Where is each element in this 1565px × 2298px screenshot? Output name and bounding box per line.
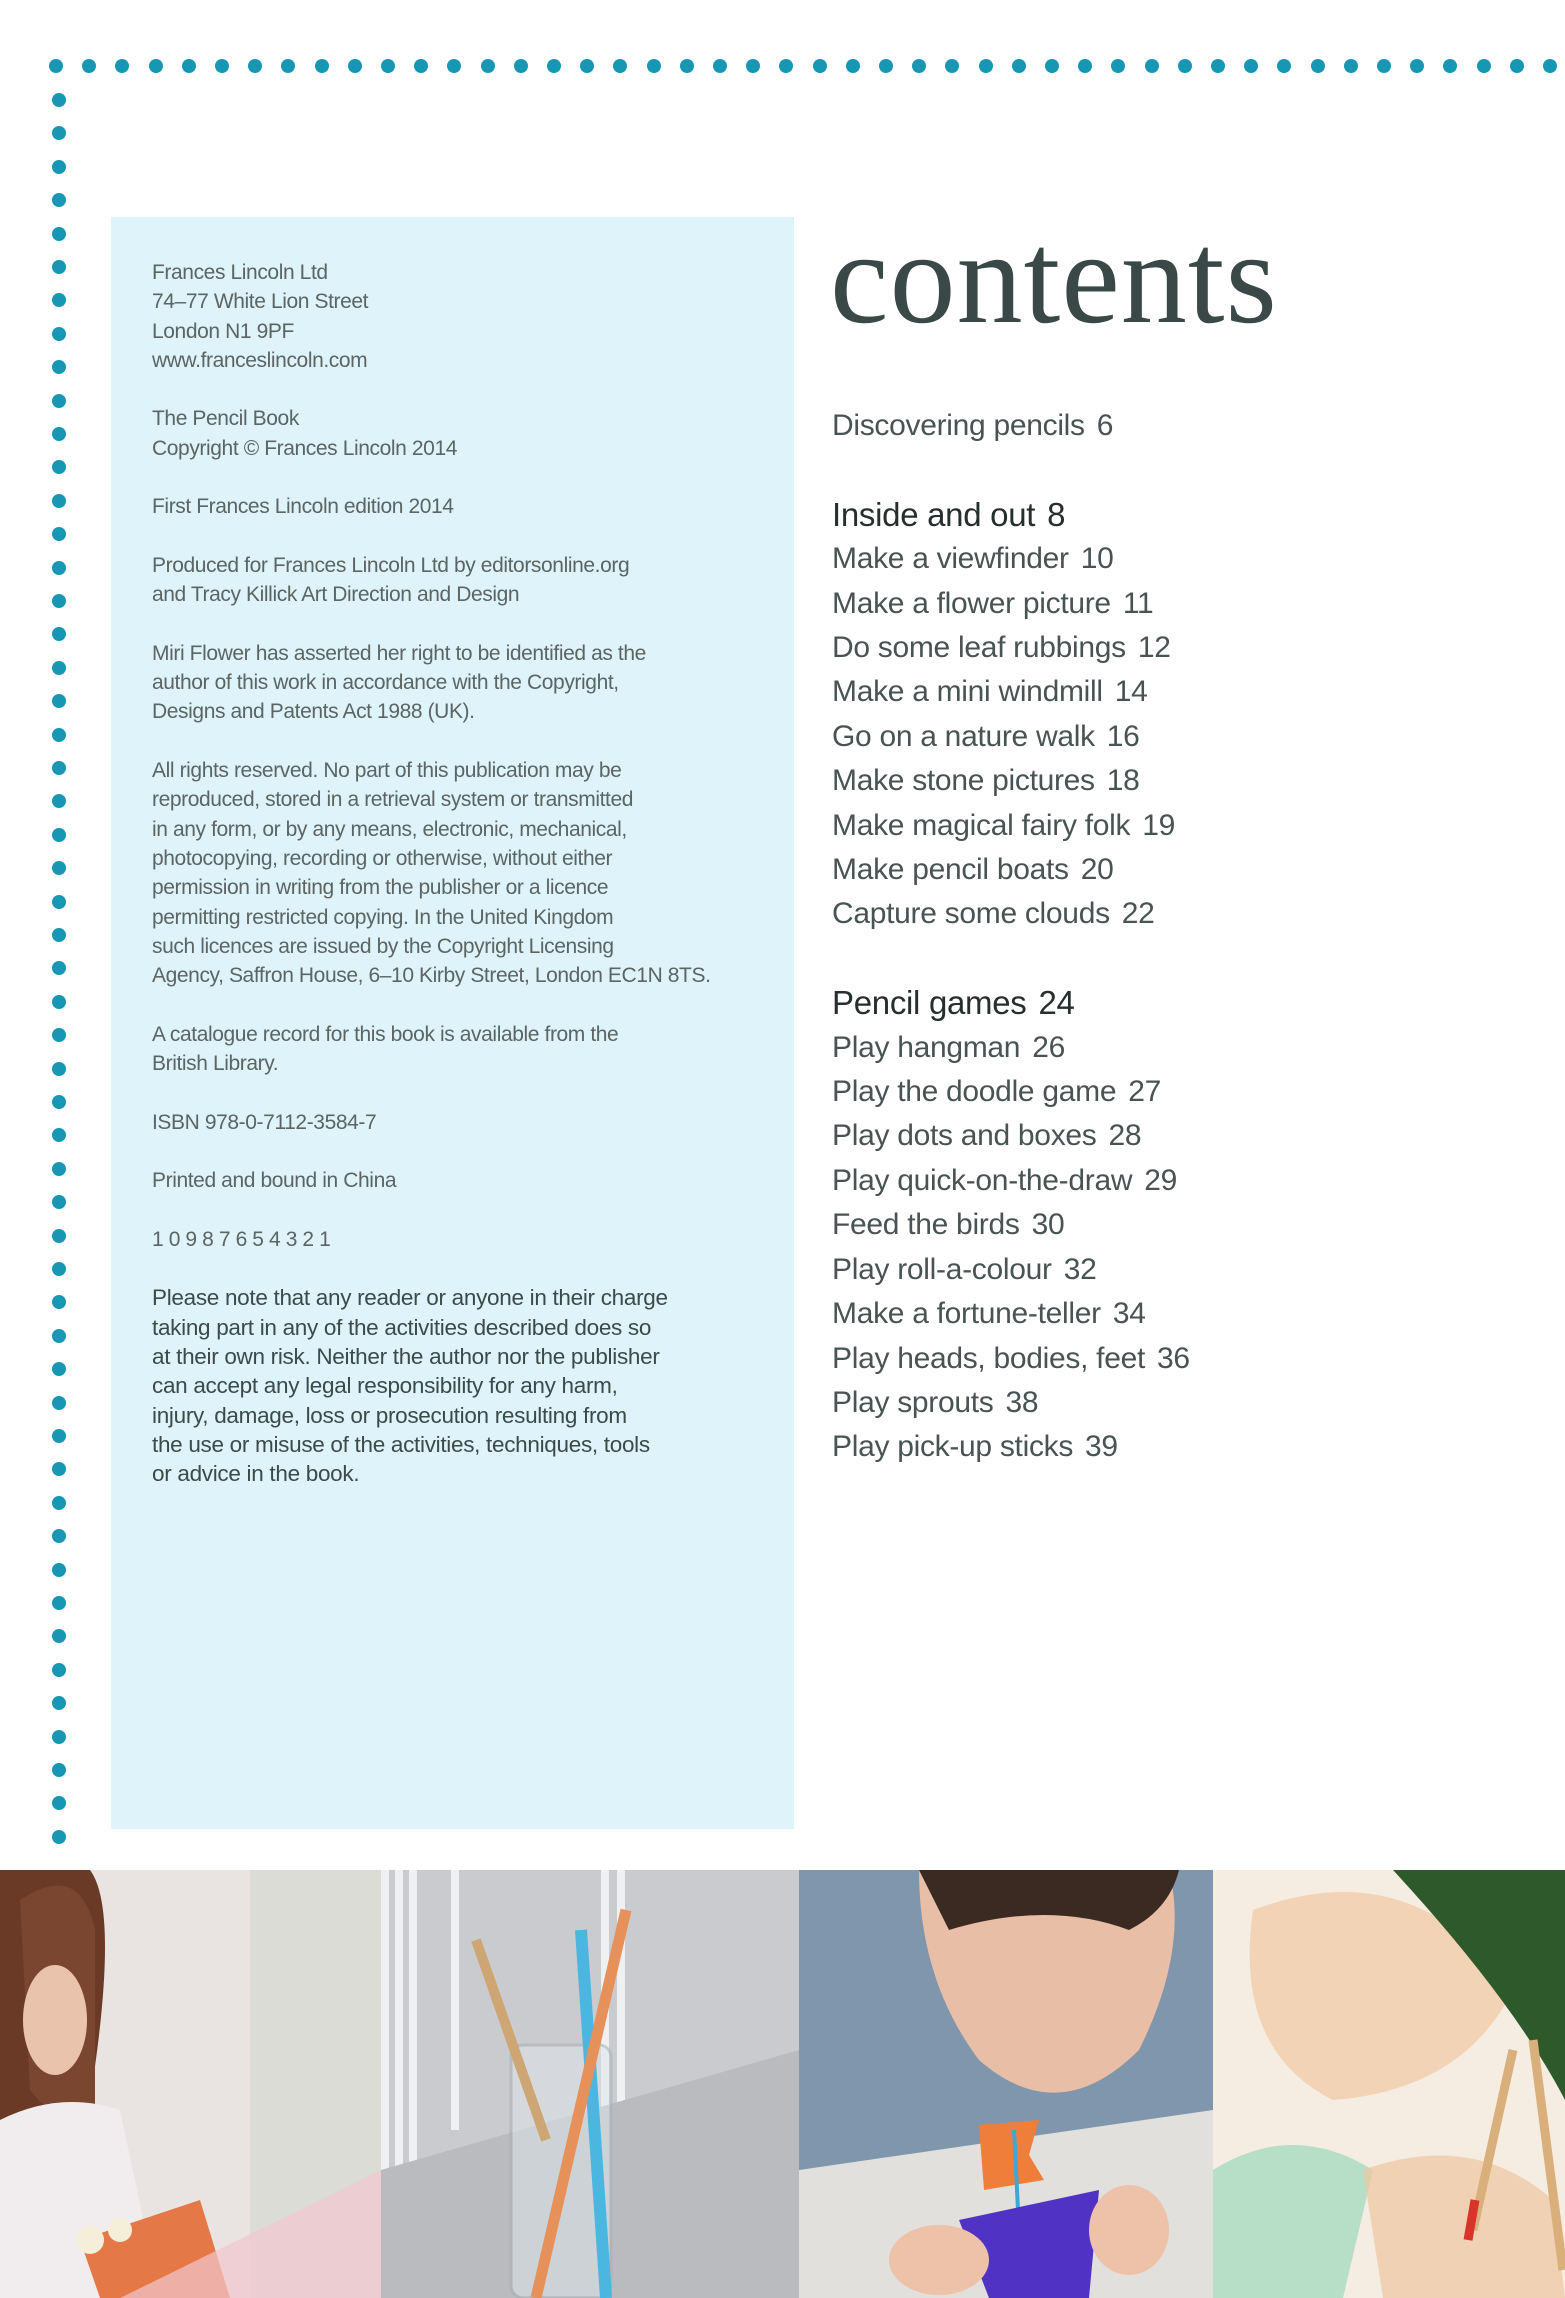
toc-entry-label: Play quick-on-the-draw: [832, 1163, 1133, 1197]
toc-page-number: 32: [1063, 1252, 1097, 1286]
border-dot: [52, 961, 66, 975]
border-dot: [52, 1496, 66, 1510]
imprint-line: Designs and Patents Act 1988 (UK).: [152, 700, 475, 724]
toc-page-number: 26: [1032, 1030, 1065, 1064]
toc-entry-label: Make a mini windmill: [832, 675, 1103, 709]
border-dot: [215, 59, 229, 73]
imprint-line: in any form, or by any means, electronic, mechanical,: [152, 817, 627, 841]
border-dot: [1211, 59, 1225, 73]
imprint-line: 1 0 9 8 7 6 5 4 3 2 1: [152, 1227, 331, 1251]
border-dot: [52, 794, 66, 808]
toc-entry-label: Play the doodle game: [832, 1075, 1117, 1109]
toc-entry-label: Feed the birds: [832, 1208, 1020, 1242]
toc-page-number: 22: [1121, 897, 1155, 931]
border-dot: [52, 227, 66, 241]
border-dot: [52, 1095, 66, 1109]
imprint-line: A catalogue record for this book is available from the: [152, 1022, 619, 1046]
border-dot: [52, 1329, 66, 1343]
border-dot: [52, 327, 66, 341]
toc-page-number: 10: [1080, 542, 1114, 576]
imprint-line: ISBN 978-0-7112-3584-7: [152, 1110, 377, 1134]
border-dot: [52, 1362, 66, 1376]
border-dot: [52, 494, 66, 508]
border-dot: [52, 1796, 66, 1810]
border-dot: [52, 1730, 66, 1744]
border-dot: [879, 59, 893, 73]
border-dot: [52, 895, 66, 909]
toc-entry-label: Make a flower picture: [832, 586, 1111, 620]
toc-page-number: 18: [1106, 764, 1140, 798]
imprint-text: [152, 258, 782, 1518]
imprint-line: www.franceslincoln.com: [152, 348, 368, 372]
imprint-line: the use or misuse of the activities, techniques, tools: [152, 1431, 650, 1457]
toc-entry[interactable]: [832, 1292, 1190, 1336]
border-dot: [481, 59, 495, 73]
border-dot: [1145, 59, 1159, 73]
border-dot: [1311, 59, 1325, 73]
border-dot: [52, 93, 66, 107]
imprint-paragraph: [152, 258, 782, 375]
border-dot: [414, 59, 428, 73]
border-dot: [52, 427, 66, 441]
border-dot: [52, 1763, 66, 1777]
toc-entry-label: Inside and out: [832, 495, 1036, 533]
border-dot: [348, 59, 362, 73]
border-dot: [1443, 59, 1457, 73]
photo-boy-pencil-boat: [799, 1870, 1213, 2298]
border-dot: [52, 694, 66, 708]
border-dot: [182, 59, 196, 73]
border-dot: [713, 59, 727, 73]
toc-entry[interactable]: [832, 1114, 1190, 1158]
imprint-line: The Pencil Book: [152, 407, 299, 431]
toc-entry[interactable]: [832, 1203, 1190, 1247]
border-dot: [52, 1229, 66, 1243]
toc-entry-label: Make stone pictures: [832, 764, 1095, 798]
border-dot: [52, 1162, 66, 1176]
toc-entry-label: Make pencil boats: [832, 853, 1069, 887]
toc-page-number: 8: [1047, 495, 1066, 533]
toc-entry-label: Go on a nature walk: [832, 719, 1095, 753]
toc-entry-label: Make magical fairy folk: [832, 808, 1131, 842]
imprint-paragraph: [152, 639, 782, 727]
imprint-line: British Library.: [152, 1052, 279, 1076]
border-dot: [52, 1629, 66, 1643]
border-dot: [1477, 59, 1491, 73]
toc-entry-label: Make a fortune-teller: [832, 1297, 1101, 1331]
toc-section-heading[interactable]: [832, 493, 1190, 537]
border-dot: [1344, 59, 1358, 73]
toc-section-heading[interactable]: [832, 981, 1190, 1025]
imprint-line: Produced for Frances Lincoln Ltd by editorsonline.org: [152, 553, 630, 577]
border-dot: [52, 1663, 66, 1677]
border-dot: [945, 59, 959, 73]
border-dot: [52, 1195, 66, 1209]
toc-entry-label: Do some leaf rubbings: [832, 631, 1126, 665]
toc-entry[interactable]: [832, 1425, 1190, 1469]
imprint-paragraph: [152, 1166, 782, 1195]
border-dot: [52, 828, 66, 842]
border-dot: [52, 1830, 66, 1844]
border-dot: [281, 59, 295, 73]
toc-page-number: 28: [1108, 1119, 1142, 1153]
imprint-paragraph: [152, 404, 782, 463]
border-dot: [52, 1596, 66, 1610]
imprint-line: Copyright © Frances Lincoln 2014: [152, 436, 458, 460]
toc-page-number: 11: [1122, 586, 1154, 620]
imprint-paragraph: [152, 1020, 782, 1079]
border-dot: [52, 928, 66, 942]
border-dot: [52, 160, 66, 174]
border-dot: [82, 59, 96, 73]
border-dot: [52, 861, 66, 875]
page-title: contents: [830, 204, 1278, 351]
border-dot: [52, 126, 66, 140]
toc-entry[interactable]: [832, 1381, 1190, 1425]
border-dot: [52, 995, 66, 1009]
border-dot: [779, 59, 793, 73]
toc-page-number: 38: [1005, 1385, 1039, 1419]
toc-page-number: 19: [1142, 808, 1175, 842]
toc-entry[interactable]: [832, 892, 1190, 936]
toc-entry[interactable]: [832, 1337, 1190, 1381]
toc-entry[interactable]: [832, 670, 1190, 714]
border-dot: [52, 260, 66, 274]
toc-page-number: 27: [1128, 1075, 1161, 1109]
border-dot: [49, 59, 63, 73]
toc-entry-label: Play dots and boxes: [832, 1119, 1097, 1153]
photo-pencils-in-jar: [381, 1870, 799, 2298]
toc-entry[interactable]: [832, 1159, 1190, 1203]
imprint-line: Frances Lincoln Ltd: [152, 261, 328, 284]
border-dot: [52, 1696, 66, 1710]
toc-entry[interactable]: [832, 537, 1190, 581]
border-dot: [52, 561, 66, 575]
imprint-line: All rights reserved. No part of this publication may be: [152, 759, 622, 783]
border-dot: [315, 59, 329, 73]
border-dot: [613, 59, 627, 73]
toc-entry[interactable]: [832, 715, 1190, 759]
toc-page-number: 29: [1144, 1163, 1177, 1197]
border-dot: [52, 761, 66, 775]
table-of-contents: [832, 404, 1190, 1470]
border-dot: [52, 394, 66, 408]
imprint-line: or advice in the book.: [152, 1461, 360, 1487]
border-dot: [52, 594, 66, 608]
toc-entry[interactable]: [832, 1248, 1190, 1292]
imprint-paragraph: [152, 492, 782, 521]
border-dot: [1111, 59, 1125, 73]
border-dot: [52, 1295, 66, 1309]
toc-page-number: 39: [1085, 1430, 1118, 1464]
toc-entry-label: Capture some clouds: [832, 897, 1110, 931]
border-dot: [52, 661, 66, 675]
border-dot: [149, 59, 163, 73]
photo-pencil-drawing: [1213, 1870, 1565, 2298]
imprint-paragraph: [152, 1225, 782, 1254]
toc-entry[interactable]: [832, 404, 1190, 448]
toc-page-number: 30: [1031, 1208, 1065, 1242]
imprint-line: photocopying, recording or otherwise, without either: [152, 846, 613, 870]
imprint-line: permission in writing from the publisher or a licence: [152, 876, 609, 900]
border-dot: [248, 59, 262, 73]
imprint-paragraph: [152, 756, 782, 990]
border-dot: [52, 293, 66, 307]
toc-entry-label: Pencil games: [832, 984, 1027, 1022]
border-dot: [1244, 59, 1258, 73]
border-dot: [52, 1128, 66, 1142]
border-dot: [912, 59, 926, 73]
toc-entry-label: Make a viewfinder: [832, 542, 1069, 576]
safety-note: [152, 1283, 782, 1488]
imprint-line: can accept any legal responsibility for any harm,: [152, 1373, 618, 1399]
imprint-line: Printed and bound in China: [152, 1169, 397, 1193]
toc-entry[interactable]: [832, 848, 1190, 892]
imprint-line: taking part in any of the activities described does so: [152, 1314, 652, 1340]
border-dot: [52, 527, 66, 541]
border-dot: [115, 59, 129, 73]
toc-entry-label: Play pick-up sticks: [832, 1430, 1074, 1464]
border-dot: [1277, 59, 1291, 73]
border-dot: [647, 59, 661, 73]
imprint-line: and Tracy Killick Art Direction and Design: [152, 583, 520, 607]
toc-entry[interactable]: [832, 1070, 1190, 1114]
border-dot: [1543, 59, 1557, 73]
toc-entry-label: Play heads, bodies, feet: [832, 1341, 1146, 1375]
toc-page-number: 36: [1157, 1341, 1190, 1375]
imprint-paragraph: [152, 1108, 782, 1137]
border-dot: [52, 728, 66, 742]
imprint-line: such licences are issued by the Copyright Licensing: [152, 934, 614, 958]
imprint-line: 74–77 White Lion Street: [152, 290, 369, 314]
border-dot: [1410, 59, 1424, 73]
imprint-line: First Frances Lincoln edition 2014: [152, 495, 454, 519]
border-dot: [52, 1563, 66, 1577]
border-dot: [514, 59, 528, 73]
photo-girl-crafting: [0, 1870, 381, 2298]
border-dot: [1377, 59, 1391, 73]
border-dot: [746, 59, 760, 73]
toc-entry[interactable]: [832, 1026, 1190, 1070]
border-dot: [1178, 59, 1192, 73]
toc-page-number: 6: [1096, 409, 1114, 442]
imprint-line: author of this work in accordance with the Copyright,: [152, 671, 619, 695]
border-dot: [979, 59, 993, 73]
border-dot: [1012, 59, 1026, 73]
border-dot: [381, 59, 395, 73]
border-dot: [813, 59, 827, 73]
border-dot: [1510, 59, 1524, 73]
imprint-line: at their own risk. Neither the author nor the publisher: [152, 1343, 660, 1369]
imprint-line: Miri Flower has asserted her right to be identified as the: [152, 641, 646, 665]
border-dot: [547, 59, 561, 73]
border-dot: [52, 460, 66, 474]
border-dot: [52, 1062, 66, 1076]
toc-entry[interactable]: [832, 804, 1190, 848]
border-dot: [52, 1529, 66, 1543]
toc-entry[interactable]: [832, 626, 1190, 670]
toc-page-number: 20: [1080, 853, 1114, 887]
border-dot: [52, 1462, 66, 1476]
border-dot: [52, 1396, 66, 1410]
border-dot: [52, 1429, 66, 1443]
toc-entry[interactable]: [832, 582, 1190, 626]
border-dot: [580, 59, 594, 73]
border-dot: [1078, 59, 1092, 73]
toc-entry[interactable]: [832, 759, 1190, 803]
border-dot: [680, 59, 694, 73]
border-dot: [846, 59, 860, 73]
border-dot: [1045, 59, 1059, 73]
imprint-line: Please note that any reader or anyone in their charge: [152, 1285, 668, 1311]
border-dot: [447, 59, 461, 73]
toc-entry-label: Discovering pencils: [832, 409, 1085, 442]
imprint-line: London N1 9PF: [152, 319, 294, 343]
toc-entry-label: Play roll-a-colour: [832, 1252, 1052, 1286]
imprint-line: Agency, Saffron House, 6–10 Kirby Street, London EC1N 8TS.: [152, 964, 711, 988]
toc-page-number: 14: [1114, 675, 1148, 709]
imprint-line: injury, damage, loss or prosecution resulting from: [152, 1402, 627, 1428]
border-dot: [52, 627, 66, 641]
imprint-line: reproduced, stored in a retrieval system or transmitted: [152, 788, 634, 812]
toc-page-number: 12: [1137, 631, 1171, 665]
border-dot: [52, 193, 66, 207]
toc-entry-label: Play hangman: [832, 1030, 1021, 1064]
border-dot: [52, 1028, 66, 1042]
toc-page-number: 34: [1112, 1297, 1146, 1331]
imprint-paragraph: [152, 551, 782, 610]
toc-entry-label: Play sprouts: [832, 1385, 994, 1419]
toc-page-number: 16: [1106, 719, 1140, 753]
border-dot: [52, 1262, 66, 1276]
border-dot: [52, 360, 66, 374]
imprint-line: permitting restricted copying. In the United Kingdom: [152, 905, 614, 929]
toc-page-number: 24: [1038, 984, 1075, 1022]
